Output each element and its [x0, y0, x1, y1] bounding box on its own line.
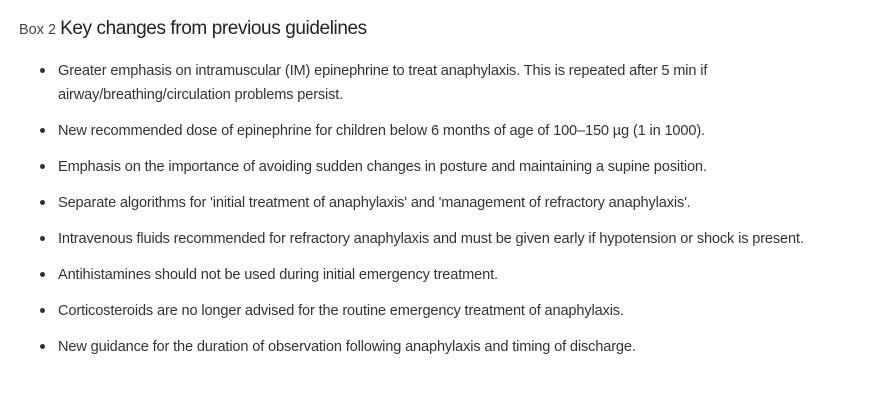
list-item-text: Antihistamines should not be used during initial emergency treatment. — [58, 267, 498, 283]
key-changes-box — [19, 18, 889, 371]
list-item — [39, 119, 889, 143]
box-label: Box 2 — [19, 22, 57, 38]
bullet-icon — [40, 128, 45, 133]
list-item — [39, 227, 889, 251]
list-item-text: New recommended dose of epinephrine for children below 6 months of age of 100–150 µg (1 in 1000). — [58, 123, 705, 139]
list-item-text: Greater emphasis on intramuscular (IM) epinephrine to treat anaphylaxis. This is repeated after 5 min if airway/breathing/circulation problems persist. — [58, 63, 708, 103]
list-item — [39, 263, 889, 287]
bullet-icon — [40, 344, 45, 349]
bullet-icon — [40, 164, 45, 169]
list-item — [39, 191, 889, 215]
list-item — [39, 155, 889, 179]
bullet-icon — [40, 236, 45, 241]
list-item-text: Emphasis on the importance of avoiding sudden changes in posture and maintaining a supine position. — [58, 159, 707, 175]
list-item — [39, 59, 778, 107]
bullet-icon — [40, 308, 45, 313]
bullet-icon — [40, 200, 45, 205]
list-item-text: New guidance for the duration of observation following anaphylaxis and timing of discharge. — [58, 339, 636, 355]
box-header — [19, 18, 889, 40]
list-item — [39, 335, 889, 359]
list-item-text: Intravenous fluids recommended for refractory anaphylaxis and must be given early if hypotension or shock is present. — [58, 231, 804, 247]
list-item — [39, 299, 889, 323]
list-item-text: Corticosteroids are no longer advised for the routine emergency treatment of anaphylaxis. — [58, 303, 624, 319]
list-item-text: Separate algorithms for 'initial treatment of anaphylaxis' and 'management of refractory anaphylaxis'. — [58, 195, 691, 211]
key-changes-list — [19, 59, 889, 359]
bullet-icon — [40, 272, 45, 277]
box-title: Key changes from previous guidelines — [60, 18, 367, 39]
bullet-icon — [40, 68, 45, 73]
